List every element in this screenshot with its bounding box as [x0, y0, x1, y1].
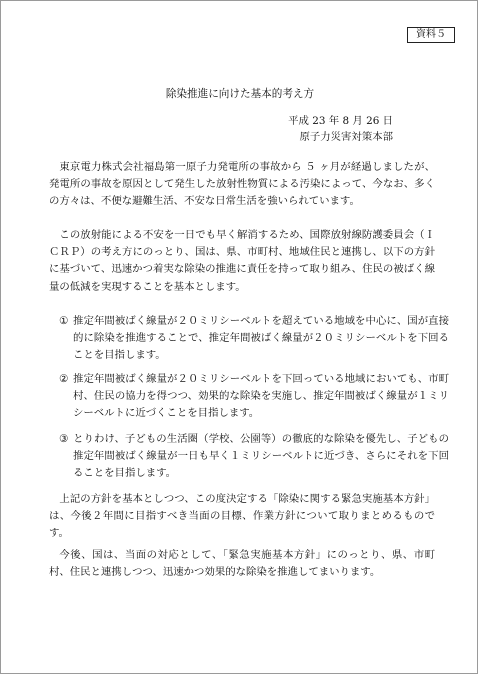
- issuing-organization: 原子力災害対策本部: [299, 131, 393, 143]
- item-text-1: 推定年間被ばく線量が２０ミリシーベルトを超えている地域を中心に、国が直接的に除染を推進することで、推定年間被ばく線量が２０ミリシーベルトを下回ることを目指します。: [73, 315, 449, 362]
- item-text-2: 推定年間被ばく線量が２０ミリシーベルトを下回っている地域においても、市町村、住民の協力を得つつ、効果的な除染を実施し、推定年間被ばく線量が１ミリシーベルトに近づくことを目指します。: [73, 373, 449, 420]
- item-marker-3: ③: [59, 433, 69, 445]
- document-date: 平成 23 年 8 月 26 日: [288, 115, 393, 127]
- document-title: 除染推進に向けた基本的考え方: [165, 88, 315, 100]
- policy-item-1: [59, 313, 449, 365]
- paragraph-intro: 東京電力株式会社福島第一原子力発電所の事故から ５ ヶ月が経過しましたが、発電所の事故を原因として発生した放射性物質による汚染によって、今なお、多くの方々は、不便な避難生活、不安な日常生活を強いられています。: [49, 161, 435, 208]
- paragraph-policy: この放射能による不安を一日でも早く解消するため、国際放射線防護委員会（ＩＣＲＰ）の考え方にのっとり、国は、県、市町村、地域住民と連携し、以下の方針に基づいて、迅速かつ着実な除染の推進に責任を持って取り組み、住民の被ばく線量の低減を実現することを基本とします。: [49, 229, 435, 293]
- paragraph-future: 今後、国は、当面の対応として、「緊急実施基本方針」にのっとり、県、市町村、住民と連携しつつ、迅速かつ効果的な除染を推進してまいります。: [49, 549, 435, 579]
- document-label: 資料５: [407, 27, 455, 43]
- item-marker-2: ②: [59, 373, 69, 385]
- policy-item-2: [59, 371, 449, 423]
- item-marker-1: ①: [59, 315, 69, 327]
- item-text-3: とりわけ、子どもの生活圏（学校、公園等）の徹底的な除染を優先し、子どもの推定年間被ばく線量が一日も早く１ミリシーベルトに近づき、さらにそれを下回ることを目指します。: [73, 433, 449, 480]
- paragraph-basic-policy: 上記の方針を基本としつつ、この度決定する「除染に関する緊急実施基本方針」は、今後２年間に目指すべき当面の目標、作業方針について取りまとめるものです。: [49, 493, 435, 540]
- policy-item-3: [59, 431, 449, 483]
